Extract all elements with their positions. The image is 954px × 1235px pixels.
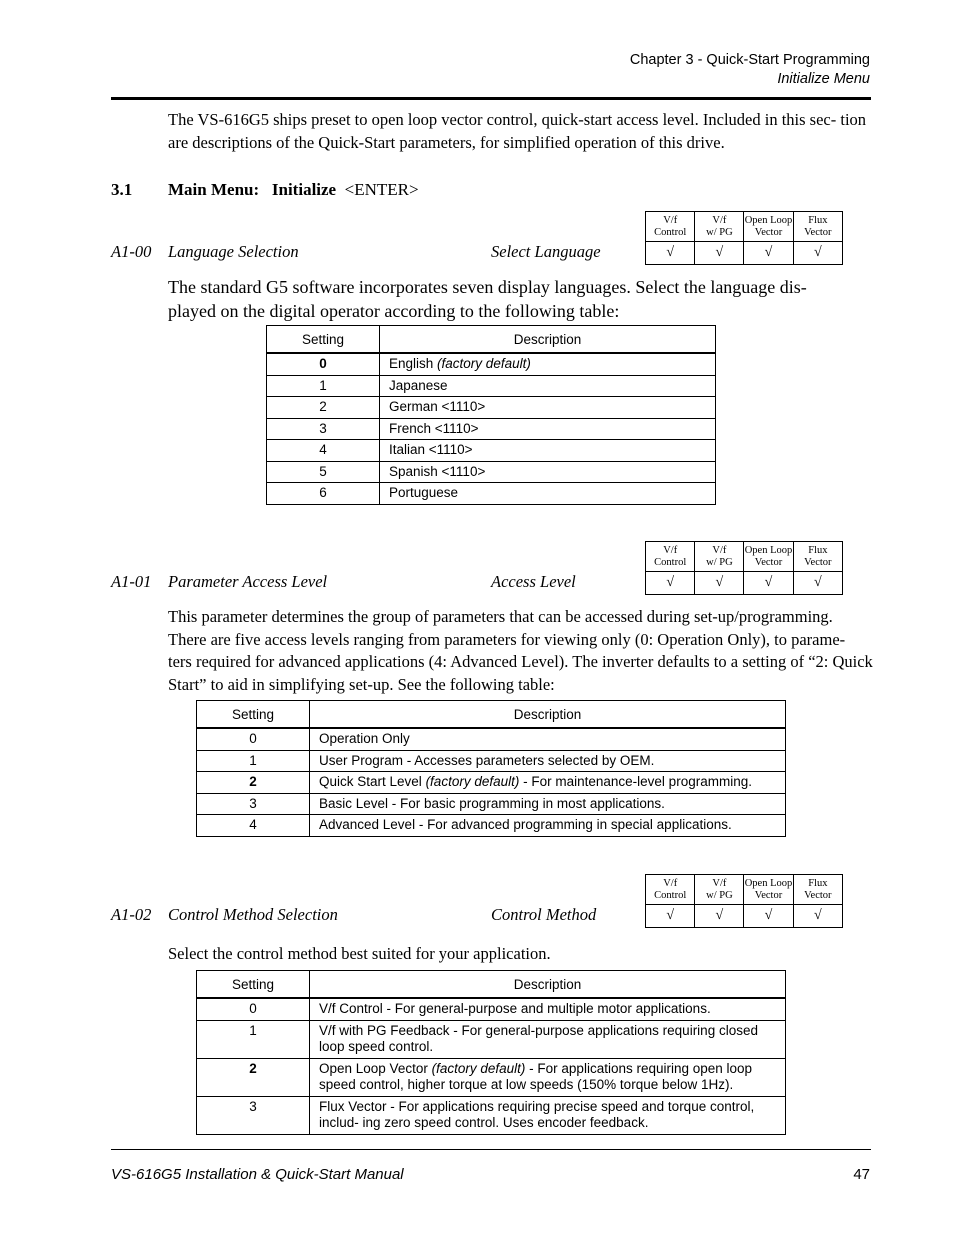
control-method-table-a1-01 [645,541,843,595]
table-header-description: Description [380,326,716,354]
footer-title: VS-616G5 Installation & Quick-Start Manual [111,1166,404,1183]
param-description: This parameter determines the group of parameters that can be accessed during set-up/programming. There are five access levels ranging from parameters for viewing only (0: Operation Only), to parame- ters required for advanced applications (4: Advanced Level). The inverter defaults to a setting of “2: Quick Start” to aid in simplifying set-up. See the following table: [168,607,873,694]
param-display: Control Method [491,905,597,924]
param-display: Select Language [491,242,601,261]
header-chapter: Chapter 3 - Quick-Start Programming [629,52,870,68]
ctrl-header-vf: V/f Control [646,212,695,242]
table-row: 4 Advanced Level - For advanced programming in special applications. [197,815,786,837]
table-row: 4 Italian <1110> [267,440,716,462]
table-row: 6 Portuguese [267,483,716,505]
page-number: 47 [853,1166,870,1183]
param-code: A1-00 [111,242,152,261]
table-header-description: Description [310,701,786,729]
header-section: Initialize Menu [777,71,870,87]
param-name: Language Selection [168,242,299,261]
table-row: 0 V/f Control - For general-purpose and multiple motor applications. [197,998,786,1020]
control-method-table-a1-00 [645,211,843,265]
check-mark: √ [695,572,744,595]
intro-paragraph: The VS-616G5 ships preset to open loop vector control, quick-start access level. Included in this sec- tion are descriptions of the Quick-Start parameters, for simplified operation of this drive. [168,110,867,152]
check-mark: √ [695,905,744,928]
table-row: 5 Spanish <1110> [267,461,716,483]
param-code: A1-02 [111,905,152,924]
section-label: Main Menu: [168,180,260,199]
footer-rule [111,1149,871,1150]
settings-table-a1-01 [196,700,786,837]
section-name: Initialize [271,180,337,199]
check-mark: √ [695,242,744,265]
table-row: 0 Operation Only [197,728,786,750]
param-name: Parameter Access Level [168,572,328,591]
table-row: 3 Basic Level - For basic programming in most applications. [197,793,786,815]
table-header-setting: Setting [197,701,310,729]
table-row: 2 German <1110> [267,397,716,419]
param-display: Access Level [491,572,576,591]
ctrl-header-fv: Flux Vector [793,212,842,242]
check-mark: √ [646,242,695,265]
ctrl-header-fv: Flux Vector [793,542,842,572]
settings-table-a1-00 [266,325,716,505]
ctrl-header-olv: Open Loop Vector [744,542,793,572]
ctrl-header-olv: Open Loop Vector [744,875,793,905]
ctrl-header-vf: V/f Control [646,875,695,905]
ctrl-header-olv: Open Loop Vector [744,212,793,242]
table-row: 2 Quick Start Level (factory default) - For maintenance-level programming. [197,772,786,794]
check-mark: √ [744,572,793,595]
check-mark: √ [793,572,842,595]
check-mark: √ [744,242,793,265]
ctrl-header-vf: V/f Control [646,542,695,572]
settings-table-a1-02 [196,970,786,1135]
table-row: 2 Open Loop Vector (factory default) - For applications requiring open loop speed control, higher torque at low speeds (150% torque below 1Hz). [197,1058,786,1096]
check-mark: √ [793,905,842,928]
param-code: A1-01 [111,572,152,591]
control-method-table-a1-02 [645,874,843,928]
header-rule [111,97,871,100]
ctrl-header-vf-pg: V/f w/ PG [695,542,744,572]
check-mark: √ [744,905,793,928]
ctrl-header-fv: Flux Vector [793,875,842,905]
table-row: 3 French <1110> [267,418,716,440]
section-key: <ENTER> [344,180,419,199]
table-header-setting: Setting [267,326,380,354]
table-row: 0 English (factory default) [267,353,716,375]
table-header-setting: Setting [197,971,310,999]
table-row: 1 Japanese [267,375,716,397]
check-mark: √ [646,572,695,595]
section-title [168,180,419,200]
table-header-description: Description [310,971,786,999]
table-row: 1 V/f with PG Feedback - For general-purpose applications requiring closed loop speed control. [197,1020,786,1058]
param-name: Control Method Selection [168,905,338,924]
ctrl-header-vf-pg: V/f w/ PG [695,875,744,905]
check-mark: √ [793,242,842,265]
ctrl-header-vf-pg: V/f w/ PG [695,212,744,242]
check-mark: √ [646,905,695,928]
table-row: 3 Flux Vector - For applications requiring precise speed and torque control, includ- ing zero speed control. Uses encoder feedback. [197,1096,786,1134]
param-description: The standard G5 software incorporates seven display languages. Select the language dis- played on the digital operator according to the following table: [168,277,807,321]
section-number: 3.1 [111,180,133,199]
param-description: Select the control method best suited for your application. [168,944,551,963]
table-row: 1 User Program - Accesses parameters selected by OEM. [197,750,786,772]
